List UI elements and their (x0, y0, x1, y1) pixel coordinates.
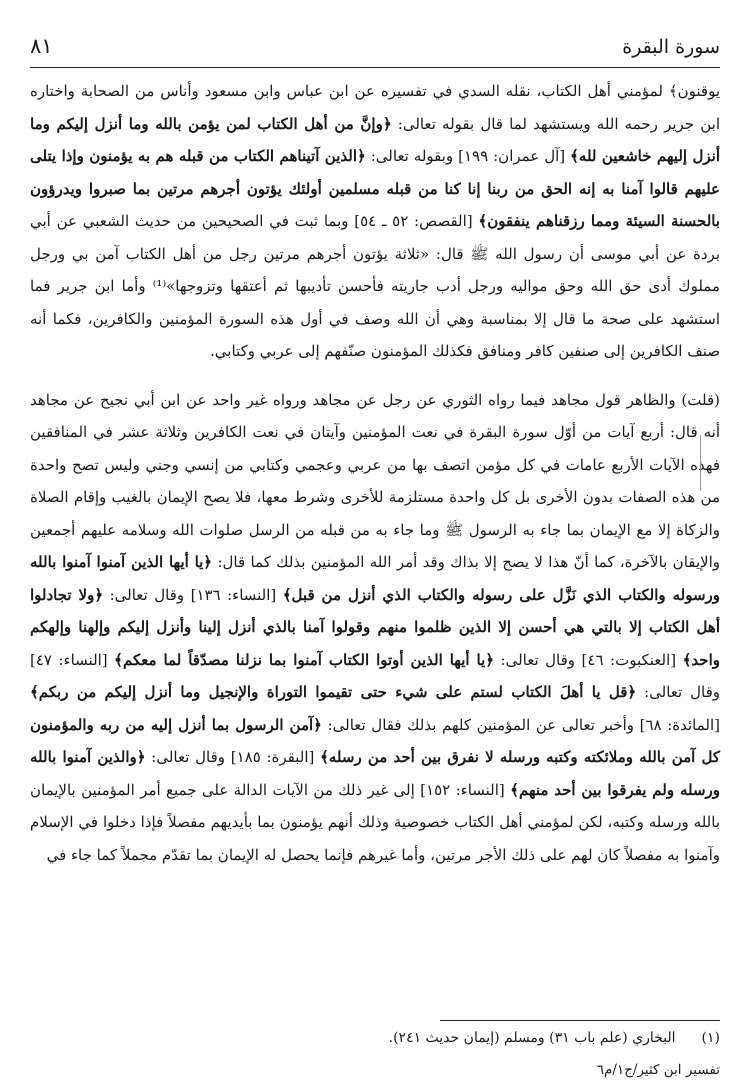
main-text (30, 75, 720, 871)
text-run: [آل عمران: ١٩٩] وبقوله تعالى: (365, 147, 571, 165)
quran-verse: ﴿آمن الرسول بما أنزل إليه من ربه والمؤمنون كل آمن بالله وملائكته وكتبه ورسله لا نفرق بين أحد من رسله﴾ (30, 715, 720, 766)
page-header (30, 30, 720, 64)
quran-verse: ﴿قل يا أهلَ الكتاب لستم على شيء حتى تقيموا التوراة والإنجيل وما أنزل إليكم من ربكم﴾ (30, 683, 637, 701)
text-run: [النساء: ١٥٢] إلى غير ذلك من الآيات الدالة على جميع أمر المؤمنين بالإيمان بالله ورسله وكتبه، لكن لمؤمني أهل الكتاب خصوصية وذلك أنهم يؤمنون بما بأيديهم مفصلاً فإذا دخلوا في الإسلام وآمنوا به مفصلاً كان لهم على ذلك الأجر مرتين، وأما غيرهم فإنما يحصل له الإيمان بما تقدّم مجملاً كما جاء في (30, 780, 720, 864)
page-footer-signature: تفسير ابن كثير/ج١/م٦ (596, 1062, 720, 1078)
text-run: [المائدة: ٦٨] وأخبر تعالى عن المؤمنين كلهم بذلك فقال تعالى: (321, 715, 721, 734)
quran-verse: ﴿الذين آتيناهم الكتاب من قبله هم به يؤمنون وإذا يتلى عليهم قالوا آمنا به إنه الحق من ربنا إنا كنا من قبله مسلمين أولئك يؤتون أجرهم مرتين بما صبروا ويدرؤون بالحسنة السيئة ومما رزقناهم ينفقون﴾ (30, 147, 721, 230)
text-run: (قلت) والظاهر قول مجاهد فيما رواه الثوري عن رجل عن مجاهد ورواه غير واحد عن ابن أبي نجيح عن مجاهد أنه قال: أربع آيات من أوّل سورة البقرة في نعت المؤمنين وآيتان في نعت الكافرين وثلاثة عشر في المنافقين فهذه الآيات الأربع عامات في كل مؤمن اتصف بها من عربي وعجمي وكتابي من إنسي وجني وليس تصح واحدة من هذه الصفات بدون الأخرى بل كل واحدة مستلزمة للأخرى وشرط معها، فلا يصح الإيمان بالغيب وإقام الصلاة والزكاة إلا مع الإيمان بما جاء به الرسول ﷺ وما جاء به من قبله من الرسل صلوات الله وسلامه عليهم أجمعين والإيقان بالآخرة، كما أنّ هذا لا يصح إلا بذاك وقد أمر الله المؤمنين بذلك كما قال: (30, 390, 721, 571)
quran-verse: ﴿والذين آمنوا بالله ورسله ولم يفرقوا بين أحد منهم﴾ (30, 748, 721, 799)
quran-verse: ﴿ولا تجادلوا أهل الكتاب إلا بالتي هي أحسن إلا الذين ظلموا منهم وقولوا آمنا بالذي أنزل إلينا وأنزل إليكم وإلهنا وإلهكم واحد﴾ (30, 585, 720, 669)
footnote-text: البخاري (علم باب ٣١) ومسلم (إيمان حديث ٢٤١). (388, 1030, 676, 1046)
text-run: [العنكبوت: ٤٦] وقال تعالى: (494, 650, 683, 669)
footnote (30, 1030, 720, 1046)
quran-verse: ﴿وإنَّ من أهل الكتاب لمن يؤمن بالله وما أنزل إليكم وما أنزل إليهم خاشعين لله﴾ (30, 114, 720, 165)
footnote-number: (١) (701, 1030, 720, 1046)
quran-verse: ﴿يا أيها الذين أوتوا الكتاب آمنوا بما نزلنا مصدّقاً لما معكم﴾ (114, 650, 495, 669)
quran-verse: ﴿يا أيها الذين آمنوا آمنوا بالله ورسوله والكتاب الذي نَزَّل على رسوله والكتاب الذي أنزل من قبل﴾ (30, 553, 720, 604)
text-run: [النساء: ١٣٦] وقال تعالى: (103, 585, 283, 604)
page-number: ٨١ (30, 34, 53, 58)
text-run: يوقنون﴾ لمؤمني أهل الكتاب، نقله السدي في تفسيره عن ابن عباس وابن مسعود وأناس من الصحابة واختاره ابن جرير رحمه الله ويستشهد لما قال بقوله تعالى: (30, 82, 720, 133)
surah-title: سورة البقرة (622, 36, 720, 58)
text-run: [القصص: ٥٢ ـ ٥٤] وبما ثبت في الصحيحين من حديث الشعبي عن أبي بردة عن أبي موسى أن رسول الله ﷺ قال: «ثلاثة يؤتون أجرهم مرتين رجل من أهل الكتاب آمن بي ورجل مملوك أدى حق الله وحق مواليه ورجل أدب جاريته فأحسن تأديبها ثم أعتقها وتزوجها»⁽¹⁾ وأما ابن جرير فما استشهد على صحة ما قال إلا بمناسبة وهي أن الله وصف في أول هذه السورة المؤمنين والكافرين، فكما أنه صنف الكافرين إلى صنفين كافر ومنافق فكذلك المؤمنون صنّفهم إلى عربي وكتابي. (30, 212, 720, 360)
margin-mark (700, 435, 701, 491)
paragraph-2 (30, 384, 720, 872)
footnote-rule (440, 1020, 720, 1021)
text-run: [البقرة: ١٨٥] وقال تعالى: (145, 748, 321, 766)
header-rule (30, 67, 720, 68)
text-run: [النساء: ٤٧] وقال تعالى: (30, 650, 720, 701)
paragraph-1 (30, 75, 720, 368)
